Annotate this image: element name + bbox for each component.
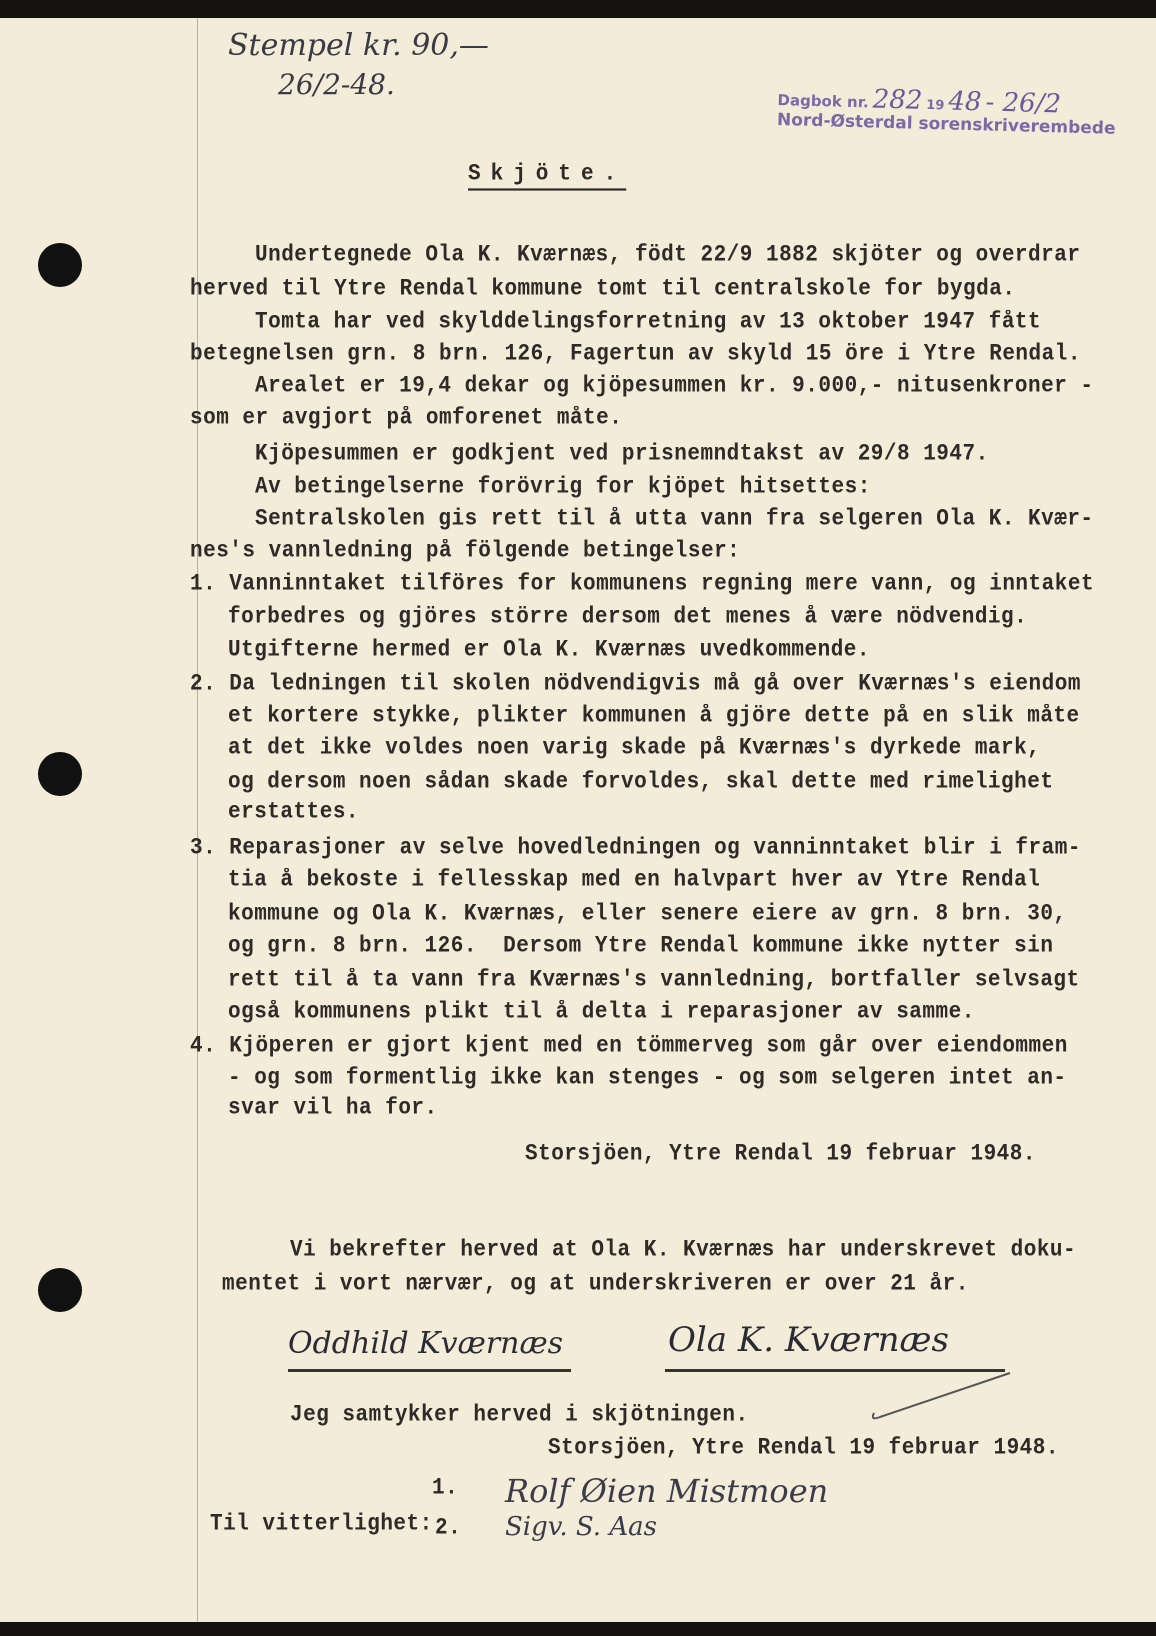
list-item-4: 4. Kjöperen er gjort kjent med en tömmerveg som går over eiendommen (190, 1034, 1068, 1060)
document-title: Skjöte. (468, 162, 627, 188)
body-line: som er avgjort på omforenet måte. (190, 406, 623, 432)
punch-hole (38, 1268, 82, 1312)
scan-border-top (0, 0, 1156, 18)
signature-left: Oddhild Kværnæs (288, 1326, 564, 1361)
signature-right: Ola K. Kværnæs (668, 1320, 949, 1360)
stamp-date: - 26/2 (985, 87, 1062, 120)
witness-signature-2: Sigv. S. Aas (505, 1512, 657, 1542)
body-line: betegnelsen grn. 8 brn. 126, Fagertun av skyld 15 öre i Ytre Rendal. (190, 342, 1081, 368)
registry-stamp (777, 82, 1117, 139)
body-line: Utgifterne hermed er Ola K. Kværnæs uvedkommende. (228, 638, 871, 664)
body-line: Undertegnede Ola K. Kværnæs, födt 22/9 1882 skjöter og overdrar (255, 243, 1081, 269)
stamp-year: 48 (948, 86, 982, 118)
body-line: og grn. 8 brn. 126. Dersom Ytre Rendal kommune ikke nytter sin (228, 934, 1054, 960)
body-line: kommune og Ola K. Kværnæs, eller senere eiere av grn. 8 brn. 30, (228, 902, 1067, 928)
handwritten-stamp-fee: Stempel kr. 90,— (228, 28, 489, 63)
body-line: og dersom noen sådan skade forvoldes, skal dette med rimelighet (228, 770, 1054, 796)
list-item-2: 2. Da ledningen til skolen nödvendigvis må gå over Kværnæs's eiendom (190, 672, 1081, 698)
body-line: Sentralskolen gis rett til å utta vann fra selgeren Ola K. Kvær- (255, 507, 1094, 533)
confirmation-line: mentet i vort nærvær, og at underskriveren er over 21 år. (222, 1272, 969, 1298)
body-line: at det ikke voldes noen varig skade på Kværnæs's dyrkede mark, (228, 736, 1041, 762)
body-line: Kjöpesummen er godkjent ved prisnemndtakst av 29/8 1947. (255, 442, 989, 468)
body-line: forbedres og gjöres större dersom det menes å være nödvendig. (228, 605, 1028, 631)
consent-text: Jeg samtykker herved i skjötningen. (290, 1403, 749, 1429)
margin-line (197, 18, 198, 1622)
body-line: herved til Ytre Rendal kommune tomt til centralskole for bygda. (190, 277, 1016, 303)
stamp-number: 282 (872, 84, 923, 116)
witness-number: 1. (432, 1476, 459, 1502)
body-line: Arealet er 19,4 dekar og kjöpesummen kr. 9.000,- nitusenkroner - (255, 374, 1094, 400)
punch-hole (38, 752, 82, 796)
witness-label: Til vitterlighet: (210, 1512, 433, 1538)
body-line: - og som formentlig ikke kan stenges - og som selgeren intet an- (228, 1066, 1067, 1092)
list-item-3: 3. Reparasjoner av selve hovedledningen og vanninntaket blir i fram- (190, 836, 1081, 862)
signature-underline (288, 1369, 571, 1372)
body-line: nes's vannledning på fölgende betingelser: (190, 539, 741, 565)
body-line: også kommunens plikt til å delta i reparasjoner av samme. (228, 1000, 975, 1026)
signature-flourish (860, 1365, 1020, 1425)
body-line: svar vil ha for. (228, 1096, 438, 1122)
handwritten-date: 26/2-48. (278, 68, 395, 101)
body-line: tia å bekoste i fellesskap med en halvpart hver av Ytre Rendal (228, 868, 1041, 894)
body-line: rett til å ta vann fra Kværnæs's vannledning, bortfaller selvsagt (228, 968, 1080, 994)
stamp-office: Nord-Østerdal sorenskriverembede (776, 109, 1116, 139)
body-line: et kortere stykke, plikter kommunen å gjöre dette på en slik måte (228, 704, 1080, 730)
body-line: Av betingelserne forövrig for kjöpet hitsettes: (255, 475, 871, 501)
list-item-1: 1. Vanninntaket tilföres for kommunens regning mere vann, og inntaket (190, 572, 1095, 598)
punch-hole (38, 243, 82, 287)
witness-signature-1: Rolf Øien Mistmoen (505, 1472, 829, 1510)
place-date: Storsjöen, Ytre Rendal 19 februar 1948. (525, 1142, 1036, 1168)
witness-number: 2. (435, 1516, 462, 1542)
place-date: Storsjöen, Ytre Rendal 19 februar 1948. (548, 1436, 1059, 1462)
confirmation-line: Vi bekrefter herved at Ola K. Kværnæs har underskrevet doku- (290, 1238, 1077, 1264)
body-line: erstattes. (228, 800, 360, 826)
stamp-year-prefix: 19 (926, 97, 945, 114)
scan-border-bottom (0, 1622, 1156, 1636)
stamp-label: Dagbok nr. (777, 90, 869, 112)
body-line: Tomta har ved skylddelingsforretning av 13 oktober 1947 fått (255, 310, 1042, 336)
